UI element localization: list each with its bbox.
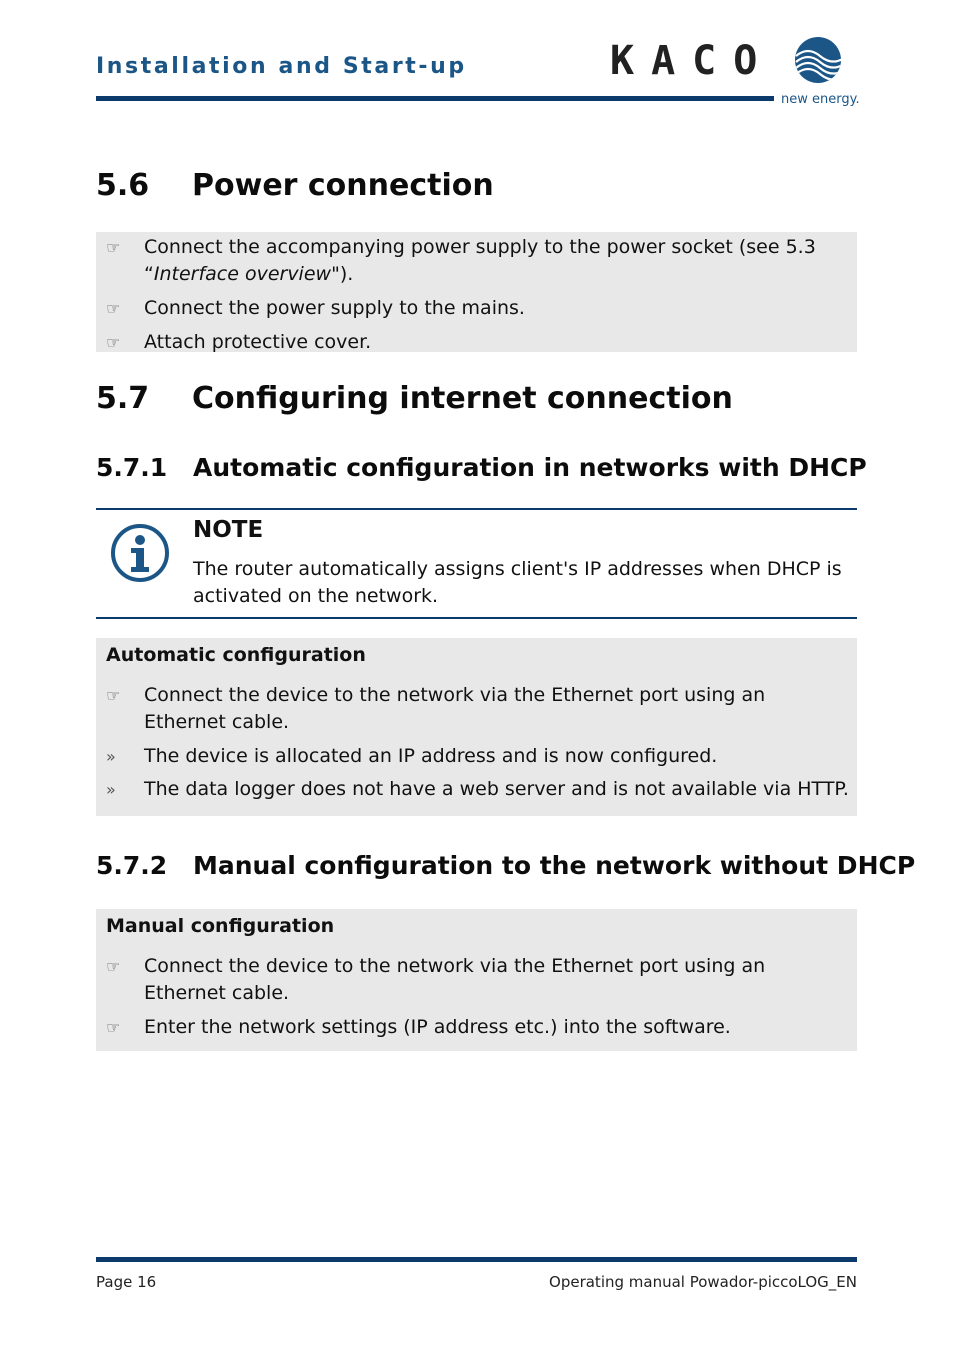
heading-5-7 (96, 381, 733, 416)
note-title: NOTE (193, 517, 264, 543)
hand-pointer-icon: ☞ (106, 333, 121, 352)
result-marker-icon: » (106, 747, 116, 766)
note-top-rule (96, 508, 857, 510)
list-item: The device is allocated an IP address and is now configured. (144, 745, 718, 767)
heading-5-7-2 (96, 851, 915, 880)
heading-text: Manual configuration to the network without DHCP (193, 851, 916, 880)
heading-number: 5.7 (96, 381, 150, 416)
hand-pointer-icon: ☞ (106, 686, 121, 705)
note-bottom-rule (96, 617, 857, 619)
hand-pointer-icon: ☞ (106, 299, 121, 318)
heading-text: Power connection (192, 168, 494, 203)
box-title: Manual configuration (106, 915, 335, 937)
hand-pointer-icon: ☞ (106, 957, 121, 976)
heading-5-7-1 (96, 453, 867, 482)
hand-pointer-icon: ☞ (106, 238, 121, 257)
heading-number: 5.7.2 (96, 851, 168, 880)
list-item: Connect the device to the network via the Ethernet port using an Ethernet cable. (144, 955, 766, 1004)
document-title: Operating manual Powador-piccoLOG_EN (549, 1273, 857, 1291)
page-number: Page 16 (96, 1273, 157, 1291)
running-header-title: Installation and Start-up (96, 54, 467, 79)
heading-number: 5.7.1 (96, 453, 168, 482)
list-item: Connect the device to the network via the Ethernet port using an Ethernet cable. (144, 684, 766, 733)
list-item: The data logger does not have a web server and is not available via HTTP. (144, 778, 849, 800)
manual-configuration-box (96, 909, 857, 1051)
info-icon (110, 523, 170, 583)
brand-tagline: new energy. (781, 92, 860, 107)
brand-logo-text: KACO (610, 38, 775, 84)
header-rule (96, 96, 774, 101)
automatic-configuration-box (96, 638, 857, 816)
list-item: Attach protective cover. (144, 331, 372, 353)
heading-text: Automatic configuration in networks with DHCP (193, 453, 867, 482)
box-title: Automatic configuration (106, 644, 366, 666)
note-text: The router automatically assigns client's IP addresses when DHCP is activated on the network. (193, 558, 842, 607)
list-item: Enter the network settings (IP address etc.) into the software. (144, 1016, 731, 1038)
footer-rule (96, 1257, 857, 1262)
heading-number: 5.6 (96, 168, 150, 203)
list-item: Connect the accompanying power supply to the power socket (see 5.3 “Interface overview"). (144, 236, 816, 285)
power-connection-steps (96, 232, 857, 352)
heading-text: Configuring internet connection (192, 381, 733, 416)
list-item: Connect the power supply to the mains. (144, 297, 525, 319)
heading-5-6 (96, 168, 494, 203)
hand-pointer-icon: ☞ (106, 1018, 121, 1037)
brand-logo-icon (794, 36, 842, 84)
result-marker-icon: » (106, 780, 116, 799)
